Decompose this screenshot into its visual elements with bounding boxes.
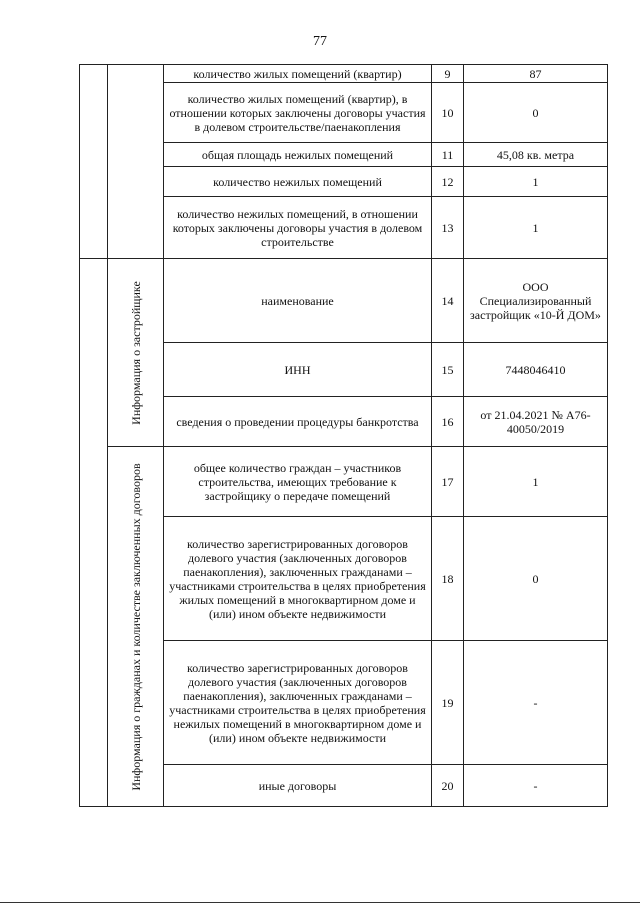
page-number: 77: [313, 34, 327, 49]
row-number: 17: [432, 447, 464, 517]
row-number: 12: [432, 167, 464, 197]
row-label: количество жилых помещений (квартир), в отношении которых заключены договоры участия в долевом строительстве/паенакопления: [164, 83, 432, 143]
row-label: количество зарегистрированных договоров долевого участия (заключенных договоров паенакопления), заключенных гражданами – участниками строительства в целях приобретения жилых помещений в многоквартирном доме и (или) ином объекте недвижимости: [164, 517, 432, 641]
page-bottom-edge: [0, 902, 640, 903]
row-label: общее количество граждан – участников строительства, имеющих требование к застройщику о передаче помещений: [164, 447, 432, 517]
section-developer: [108, 259, 164, 447]
row-number: 18: [432, 517, 464, 641]
row-label: общая площадь нежилых помещений: [164, 143, 432, 167]
row-number: 15: [432, 343, 464, 397]
row-value: -: [464, 641, 608, 765]
row-number: 10: [432, 83, 464, 143]
row-label: количество нежилых помещений, в отношении которых заключены договоры участия в долевом строительстве: [164, 197, 432, 259]
row-label: количество зарегистрированных договоров долевого участия (заключенных договоров паенакопления), заключенных гражданами – участниками строительства в целях приобретения нежилых помещений в многоквартирном доме и (или) ином объекте недвижимости: [164, 641, 432, 765]
outer-margin-cell: [80, 259, 108, 807]
data-table: [79, 64, 608, 807]
table-row: [80, 259, 608, 343]
row-label: ИНН: [164, 343, 432, 397]
row-number: 13: [432, 197, 464, 259]
row-value: ООО Специализированный застройщик «10-Й ДОМ»: [464, 259, 608, 343]
row-number: 11: [432, 143, 464, 167]
row-value: 1: [464, 167, 608, 197]
row-value: 0: [464, 517, 608, 641]
table-row: [80, 65, 608, 83]
row-value: от 21.04.2021 № А76-40050/2019: [464, 397, 608, 447]
row-value: 7448046410: [464, 343, 608, 397]
row-label: количество жилых помещений (квартир): [164, 65, 432, 83]
section-developer-label: Информация о застройщике: [128, 280, 143, 425]
row-value: 1: [464, 197, 608, 259]
row-number: 19: [432, 641, 464, 765]
row-number: 20: [432, 765, 464, 807]
table-row: [80, 447, 608, 517]
row-label: сведения о проведении процедуры банкротства: [164, 397, 432, 447]
row-number: 9: [432, 65, 464, 83]
section-cell-empty: [108, 65, 164, 259]
row-label: количество нежилых помещений: [164, 167, 432, 197]
section-citizens: [108, 447, 164, 807]
row-value: 45,08 кв. метра: [464, 143, 608, 167]
row-label: наименование: [164, 259, 432, 343]
row-value: 1: [464, 447, 608, 517]
row-value: -: [464, 765, 608, 807]
row-label: иные договоры: [164, 765, 432, 807]
row-number: 14: [432, 259, 464, 343]
section-citizens-label: Информация о гражданах и количестве заключенных договоров: [128, 462, 143, 791]
row-value: 87: [464, 65, 608, 83]
outer-margin-cell: [80, 65, 108, 259]
row-value: 0: [464, 83, 608, 143]
row-number: 16: [432, 397, 464, 447]
